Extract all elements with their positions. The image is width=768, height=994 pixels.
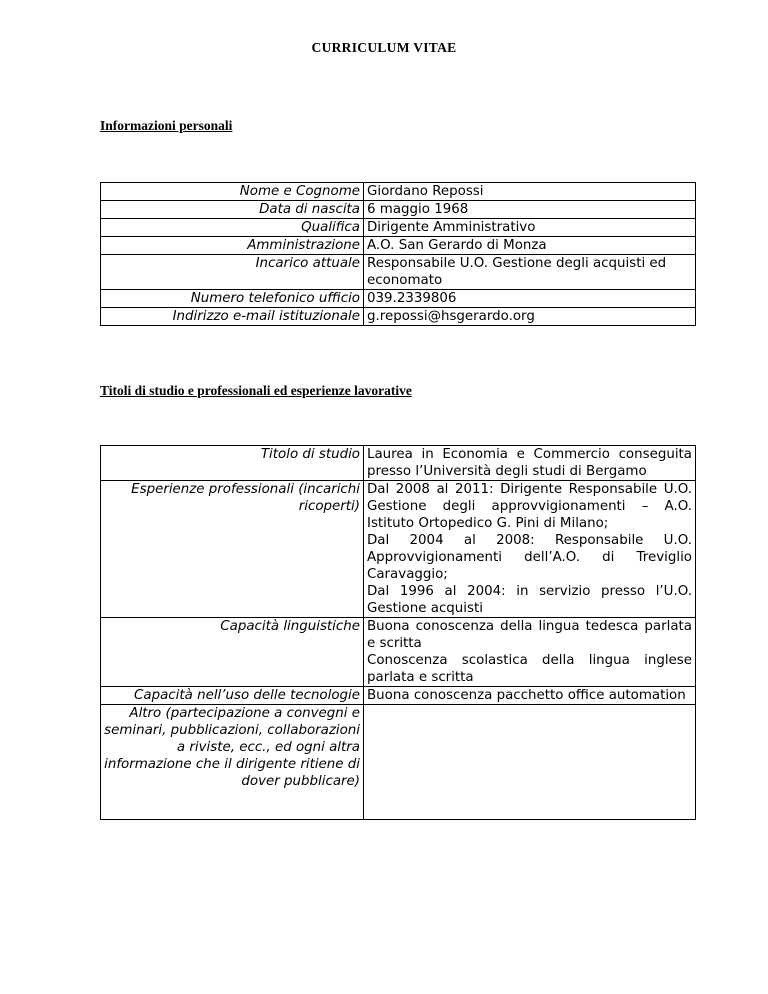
field-value-qualification: Dirigente Amministrativo <box>364 219 696 237</box>
field-label-name: Nome e Cognome <box>101 183 364 201</box>
table-row <box>101 687 696 705</box>
field-label-birth-date: Data di nascita <box>101 201 364 219</box>
field-label-other: Altro (partecipazione a convegni e seminari, pubblicazioni, collaborazioni a riviste, ecc., ed ogni altra informazione che il dirigente ritiene di dover pubblicare) <box>101 705 364 820</box>
table-row <box>101 446 696 481</box>
field-label-experience: Esperienze professionali (incarichi ricoperti) <box>101 481 364 618</box>
table-row <box>101 308 696 326</box>
experience-entry: Dal 2008 al 2011: Dirigente Responsabile U.O. Gestione degli approvvigionamenti – A.O. Istituto Ortopedico G. Pini di Milano; <box>367 482 692 531</box>
field-value-office-phone: 039.2339806 <box>364 290 696 308</box>
page-title: CURRICULUM VITAE <box>311 40 457 55</box>
field-value-administration: A.O. San Gerardo di Monza <box>364 237 696 255</box>
field-value-languages <box>364 618 696 687</box>
qualifications-table <box>100 445 696 820</box>
table-row <box>101 219 696 237</box>
field-value-other <box>364 705 696 820</box>
field-label-office-phone: Numero telefonico ufficio <box>101 290 364 308</box>
section-heading-qualifications: Titoli di studio e professionali ed esperienze lavorative <box>100 383 412 398</box>
section-heading-personal-info: Informazioni personali <box>100 118 233 133</box>
table-row <box>101 705 696 820</box>
field-value-degree: Laurea in Economia e Commercio conseguita presso l’Università degli studi di Bergamo <box>364 446 696 481</box>
field-label-administration: Amministrazione <box>101 237 364 255</box>
field-value-name: Giordano Repossi <box>364 183 696 201</box>
field-value-technology-skills: Buona conoscenza pacchetto office automation <box>364 687 696 705</box>
field-label-qualification: Qualifica <box>101 219 364 237</box>
experience-entry: Dal 1996 al 2004: in servizio presso l’U.O. Gestione acquisti <box>367 584 692 616</box>
field-label-current-role: Incarico attuale <box>101 255 364 290</box>
experience-entry: Dal 2004 al 2008: Responsabile U.O. Approvvigionamenti dell’A.O. di Treviglio Caravaggio; <box>367 533 692 582</box>
table-row <box>101 183 696 201</box>
field-label-languages: Capacità linguistiche <box>101 618 364 687</box>
table-row <box>101 618 696 687</box>
language-entry: Buona conoscenza della lingua tedesca parlata e scritta <box>367 619 692 651</box>
field-value-experience <box>364 481 696 618</box>
table-row <box>101 481 696 618</box>
field-label-degree: Titolo di studio <box>101 446 364 481</box>
personal-info-table <box>100 182 696 326</box>
table-row <box>101 201 696 219</box>
table-row <box>101 237 696 255</box>
table-row <box>101 255 696 290</box>
field-label-email: Indirizzo e-mail istituzionale <box>101 308 364 326</box>
field-value-email[interactable]: g.repossi@hsgerardo.org <box>364 308 696 326</box>
field-label-technology-skills: Capacità nell’uso delle tecnologie <box>101 687 364 705</box>
field-value-current-role: Responsabile U.O. Gestione degli acquisti ed economato <box>364 255 696 290</box>
language-entry: Conoscenza scolastica della lingua inglese parlata e scritta <box>367 653 692 685</box>
field-value-birth-date: 6 maggio 1968 <box>364 201 696 219</box>
table-row <box>101 290 696 308</box>
